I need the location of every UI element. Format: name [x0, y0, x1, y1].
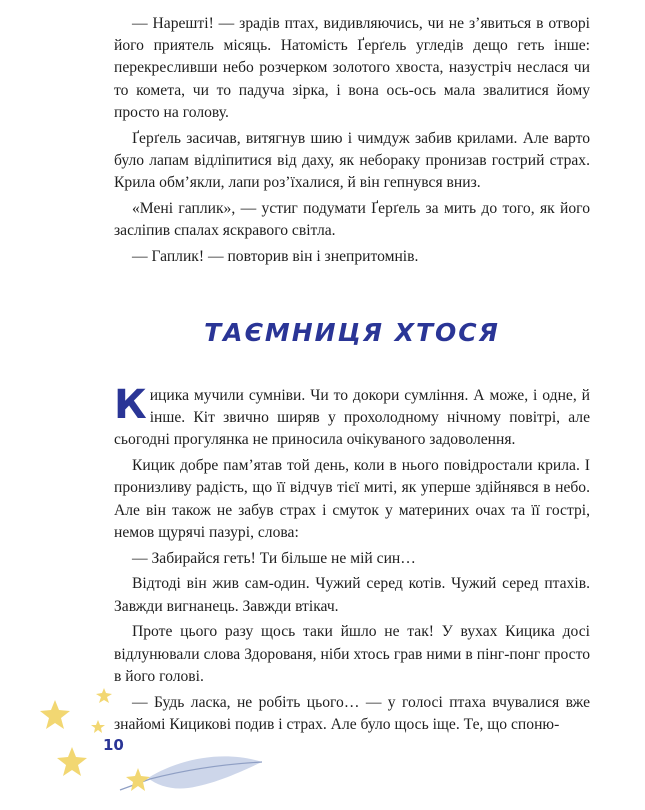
page-number: 10 [103, 736, 124, 754]
star-icon [40, 700, 70, 729]
paragraph: Проте цього разу щось таки йшло не так! У вухах Кицика досі відлунювали слова Здорованя, ніби хтось грав ними в пінг-понг просто в його голові. [114, 623, 590, 685]
paragraph: — Нарешті! — зрадів птах, видивляючись, чи не з’явиться в отворі його приятель місяць. Натомість Ґерґель угледів дещо геть інше: перекресливши небо розчерком золотого хвоста, назустріч неслася чи то комета, чи то падуча зірка, і вона ось-ось мала звалитися йому просто на голову. [114, 15, 590, 121]
paragraph: Кицик добре пам’ятав той день, коли в нього повідростали крила. І пронизливу радість, що її відчув тієї миті, як уперше здійнявся в небо. Але він також не забув страх і смуток у материних очах та її гострі, немов щурячі пазурі, слова: [114, 457, 590, 541]
star-icon [57, 747, 87, 776]
decoration-stars-feather [0, 680, 300, 810]
chapter-title: ТАЄМНИЦЯ ХТОСЯ [204, 318, 500, 347]
star-icon [91, 720, 105, 733]
paragraph: — Забирайся геть! Ти більше не мій син… [132, 549, 416, 567]
star-icon [126, 768, 150, 791]
paragraph: «Мені гаплик», — устиг подумати Ґерґель за мить до того, як його засліпив спалах яскравого світла. [114, 199, 590, 240]
paragraph: Ґерґель засичав, витягнув шию і чимдуж забив крилами. Але варто було лапам відліпитися від даху, як небораку пронизав гострий страх. Крила обм’якли, лапи роз’їхалися, й він гепнувся вниз. [114, 129, 590, 192]
star-icon [96, 688, 112, 703]
top-text-block [114, 13, 590, 272]
drop-cap: К [114, 382, 147, 428]
paragraph: — Гаплик! — повторив він і знепритомнів. [132, 247, 419, 265]
paragraph: — Будь ласка, не робіть цього… — у голосі птаха вчувалися вже знайомі Кицикові подив і страх. Але було щось іще. Те, що споню- [114, 693, 590, 733]
first-paragraph-text: ицика мучили сумніви. Чи то докори сумління. А може, і одне, й інше. Кіт звично ширяв у прохолодному нічному повітрі, але сьогодні прогулянка не приносила очікуваного задоволення. [114, 387, 590, 449]
paragraph: Відтоді він жив сам-один. Чужий серед котів. Чужий серед птахів. Завжди вигнанець. Завжди втікач. [114, 575, 590, 615]
first-paragraph [114, 382, 590, 452]
